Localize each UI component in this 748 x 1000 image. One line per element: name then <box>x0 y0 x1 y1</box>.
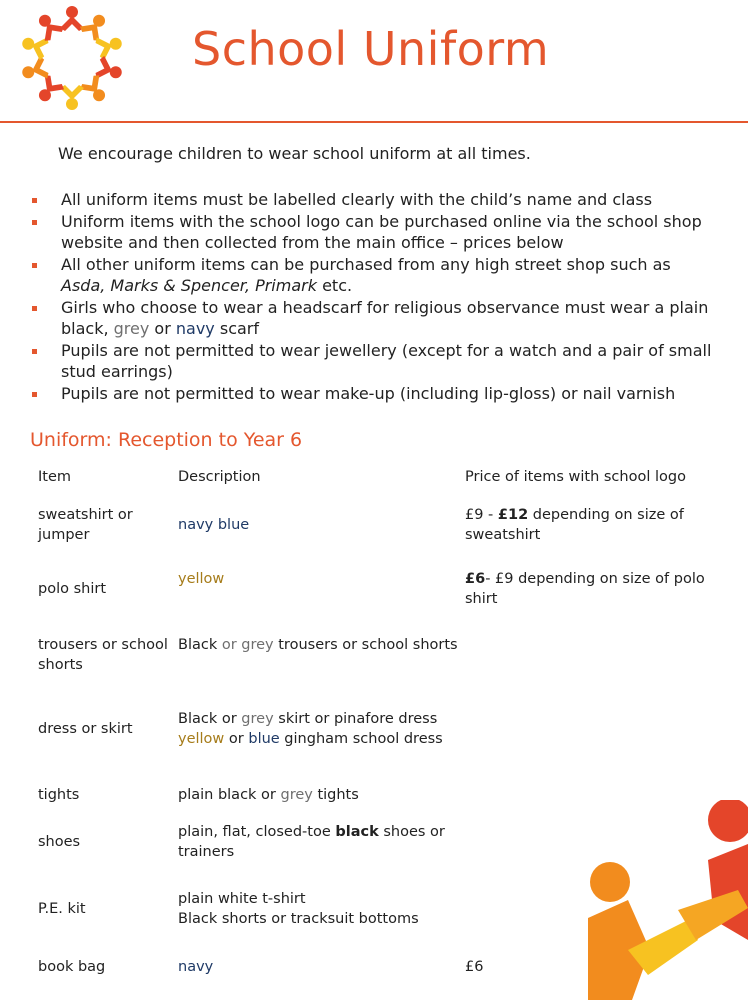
children-figures-decoration <box>588 800 748 1000</box>
column-header-description: Description <box>178 469 261 485</box>
rule-item: Uniform items with the school logo can be purchased online via the school shop website and then collected from the main office – prices below <box>32 211 712 254</box>
bullet-icon <box>32 263 37 268</box>
table-cell-item: sweatshirt or jumper <box>38 507 133 543</box>
table-cell-item: shoes <box>38 834 81 850</box>
table-cell-item: dress or skirt <box>38 721 133 737</box>
rule-item: All other uniform items can be purchased from any high street shop such as Asda, Marks & Spencer, Primark etc. <box>32 254 712 297</box>
table-cell-price: £6- £9 depending on size of polo shirt <box>465 571 705 607</box>
page-title: School Uniform <box>192 22 550 76</box>
bullet-icon <box>32 306 37 311</box>
section-heading: Uniform: Reception to Year 6 <box>30 429 303 451</box>
table-cell-item: polo shirt <box>38 581 107 597</box>
table-cell-price: £9 - £12 depending on size of sweatshirt <box>465 507 684 543</box>
table-cell-description: yellow <box>178 571 225 587</box>
table-cell-description: navy <box>178 959 214 975</box>
table-cell-description: navy blue <box>178 517 250 533</box>
table-cell-item: P.E. kit <box>38 901 86 917</box>
bullet-icon <box>32 220 37 225</box>
table-cell-item: book bag <box>38 959 106 975</box>
column-header-item: Item <box>38 469 72 485</box>
table-cell-item: trousers or school shorts <box>38 637 168 673</box>
intro-text: We encourage children to wear school uniform at all times. <box>58 144 531 163</box>
table-cell-description: plain white t-shirt Black shorts or tracksuit bottoms <box>178 891 419 927</box>
bullet-icon <box>32 349 37 354</box>
table-cell-price: £6 <box>465 959 484 975</box>
rule-item: All uniform items must be labelled clearly with the child’s name and class <box>32 189 712 211</box>
column-header-price: Price of items with school logo <box>465 469 686 485</box>
rule-item: Girls who choose to wear a headscarf for religious observance must wear a plain black, grey or navy scarf <box>32 297 712 340</box>
rule-item: Pupils are not permitted to wear make-up (including lip-gloss) or nail varnish <box>32 383 712 405</box>
table-cell-description: plain, flat, closed-toe black shoes or trainers <box>178 824 445 860</box>
table-cell-description: plain black or grey tights <box>178 787 359 803</box>
table-cell-description: Black or grey skirt or pinafore dress yellow or blue gingham school dress <box>178 711 443 747</box>
bullet-icon <box>32 392 37 397</box>
table-cell-description: Black or grey trousers or school shorts <box>178 637 458 653</box>
bullet-icon <box>32 198 37 203</box>
rule-item: Pupils are not permitted to wear jewellery (except for a watch and a pair of small stud earrings) <box>32 340 712 383</box>
table-cell-item: tights <box>38 787 80 803</box>
